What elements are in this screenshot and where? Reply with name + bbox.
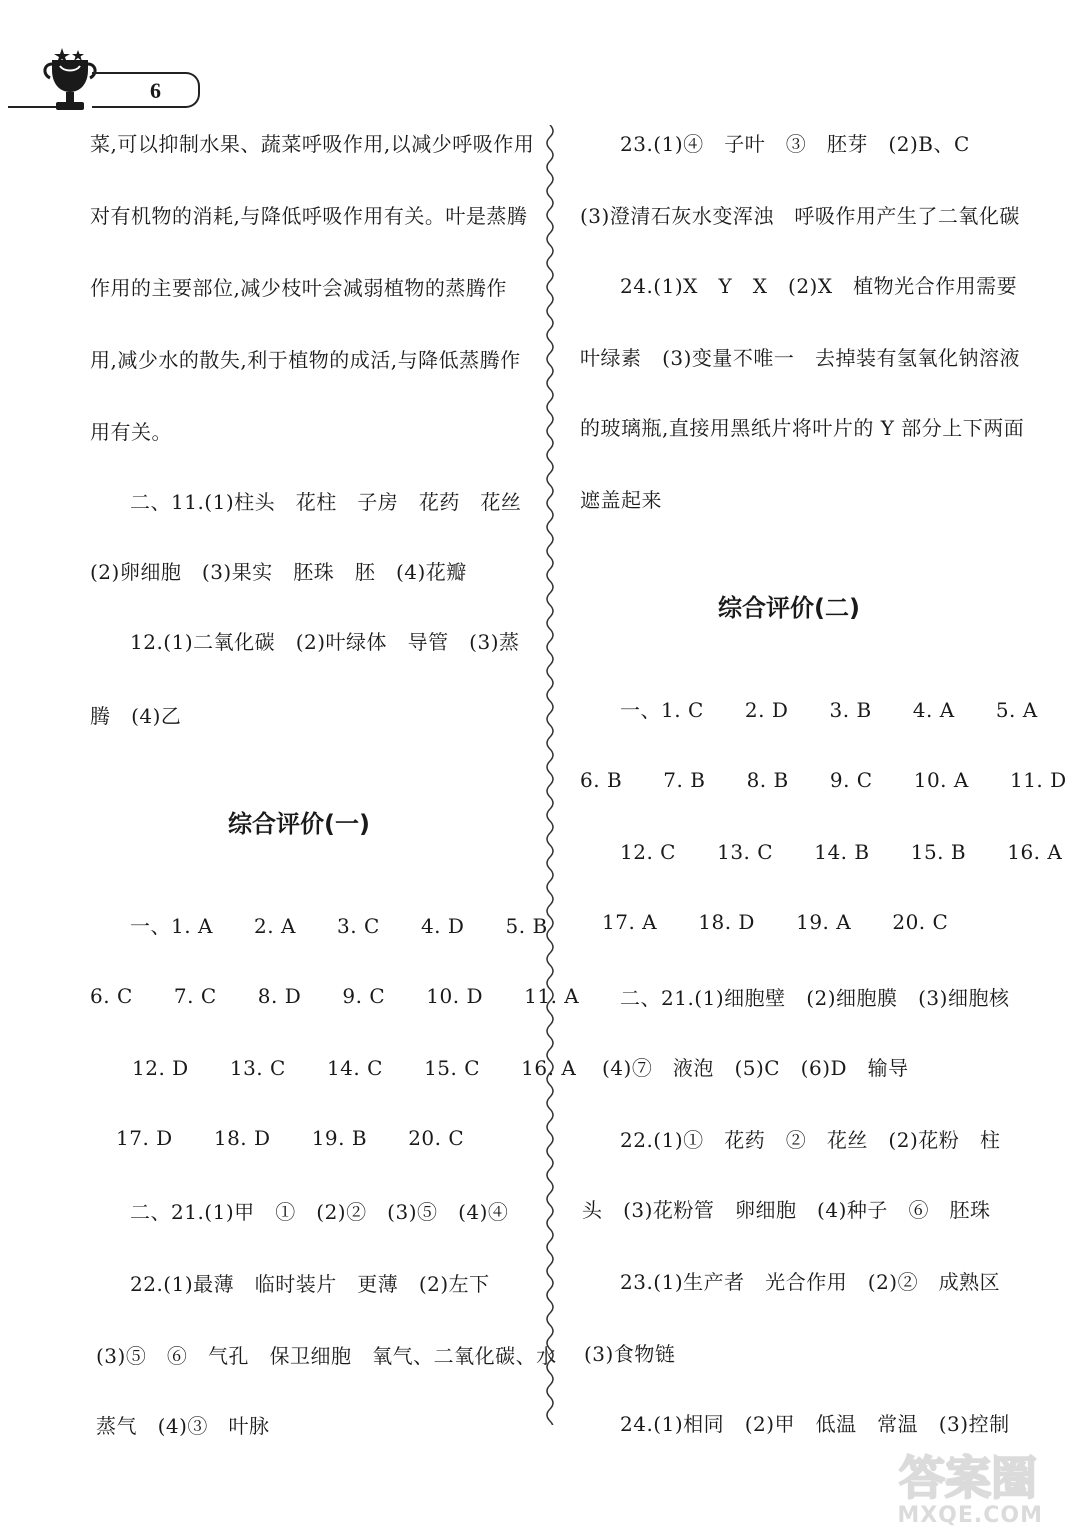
right-text-line: 23.(1)④ 子叶 ③ 胚芽 (2)B、C — [620, 132, 970, 156]
right-text-line: 遮盖起来 — [580, 488, 662, 512]
page-number-tab — [92, 72, 200, 108]
answer-row: (3)食物链 — [584, 1342, 676, 1366]
answer-row: 24.(1)相同 (2)甲 低温 常温 (3)控制 — [620, 1412, 1010, 1436]
answer-row: 23.(1)生产者 光合作用 (2)② 成熟区 — [620, 1270, 1001, 1294]
left-text-line: 用有关。 — [90, 420, 172, 444]
left-text-line: (2)卵细胞 (3)果实 胚珠 胚 (4)花瓣 — [90, 560, 467, 584]
answer-row: 二、21.(1)甲 ① (2)② (3)⑤ (4)④ — [130, 1200, 509, 1224]
answer-row: 一、1. C 2. D 3. B 4. A 5. A — [620, 698, 1038, 722]
watermark-logo: 答案圈 — [899, 1451, 1037, 1505]
answer-row: 22.(1)① 花药 ② 花丝 (2)花粉 柱 — [620, 1128, 1001, 1152]
answer-row: 头 (3)花粉管 卵细胞 (4)种子 ⑥ 胚珠 — [582, 1198, 991, 1222]
section-heading-2: 综合评价(二) — [718, 594, 860, 622]
left-text-line: 腾 (4)乙 — [90, 704, 182, 728]
watermark-site: MXQE.COM — [897, 1503, 1043, 1528]
wavy-column-divider — [540, 125, 560, 1425]
answer-row: 12. C 13. C 14. B 15. B 16. A — [620, 840, 1063, 864]
left-text-line: 对有机物的消耗,与降低呼吸作用有关。叶是蒸腾 — [90, 204, 528, 228]
answer-row: 6. C 7. C 8. D 9. C 10. D 11. A — [90, 984, 580, 1008]
left-text-line: 菜,可以抑制水果、蔬菜呼吸作用,以减少呼吸作用 — [90, 132, 535, 156]
answer-row: 12. D 13. C 14. C 15. C 16. A — [132, 1056, 577, 1080]
answer-row: 6. B 7. B 8. B 9. C 10. A 11. D — [580, 768, 1067, 792]
answer-row: 一、1. A 2. A 3. C 4. D 5. B — [130, 914, 548, 938]
page-header — [0, 40, 220, 120]
section-heading-1: 综合评价(一) — [228, 810, 370, 838]
right-text-line: 24.(1)X Y X (2)X 植物光合作用需要 — [620, 274, 1018, 298]
answer-row: (4)⑦ 液泡 (5)C (6)D 输导 — [602, 1056, 909, 1080]
answer-row: 蒸气 (4)③ 叶脉 — [96, 1414, 270, 1438]
right-text-line: 的玻璃瓶,直接用黑纸片将叶片的 Y 部分上下两面 — [580, 416, 1025, 440]
watermark — [863, 1438, 1043, 1528]
answer-row: 17. D 18. D 19. B 20. C — [116, 1126, 465, 1150]
answer-row: (3)⑤ ⑥ 气孔 保卫细胞 氧气、二氧化碳、水 — [96, 1344, 557, 1368]
answer-row: 二、21.(1)细胞壁 (2)细胞膜 (3)细胞核 — [620, 986, 1010, 1010]
right-text-line: (3)澄清石灰水变浑浊 呼吸作用产生了二氧化碳 — [580, 204, 1020, 228]
left-text-line: 12.(1)二氧化碳 (2)叶绿体 导管 (3)蒸 — [130, 630, 520, 654]
left-text-line: 作用的主要部位,减少枝叶会减弱植物的蒸腾作 — [90, 276, 507, 300]
answer-row: 22.(1)最薄 临时装片 更薄 (2)左下 — [130, 1272, 490, 1296]
page-number: 6 — [150, 78, 161, 103]
answer-row: 17. A 18. D 19. A 20. C — [602, 910, 949, 934]
right-text-line: 叶绿素 (3)变量不唯一 去掉装有氢氧化钠溶液 — [580, 346, 1020, 370]
left-text-line: 用,减少水的散失,利于植物的成活,与降低蒸腾作 — [90, 348, 521, 372]
left-text-line: 二、11.(1)柱头 花柱 子房 花药 花丝 — [130, 490, 522, 514]
